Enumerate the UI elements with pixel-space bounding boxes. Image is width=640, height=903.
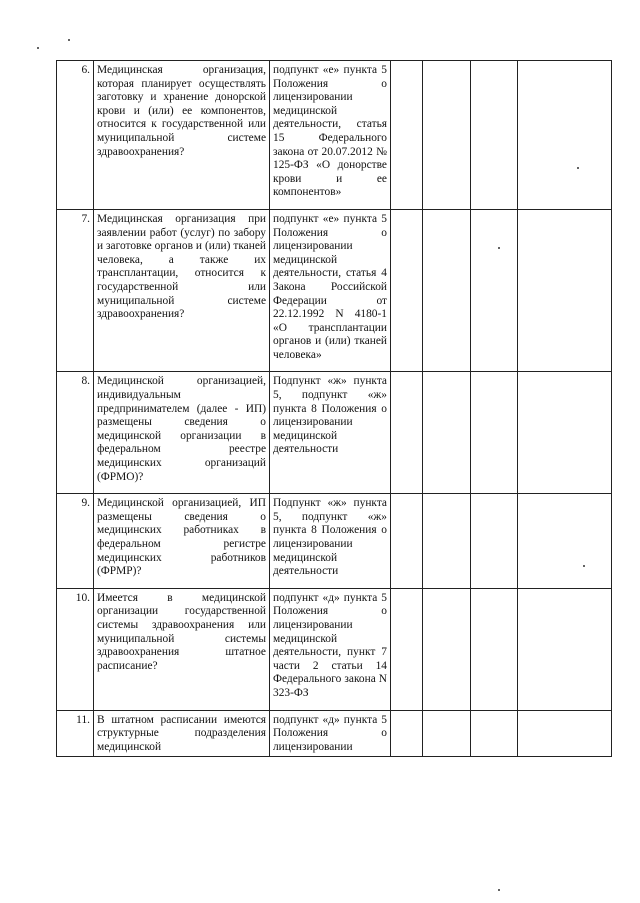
table-row xyxy=(57,372,612,494)
answer-no-cell[interactable] xyxy=(423,710,471,757)
row-number: 9. xyxy=(57,494,94,589)
row-number: 8. xyxy=(57,372,94,494)
table-row xyxy=(57,209,612,372)
reference-cell: Подпункт «ж» пункта 5, подпункт «ж» пункта 8 Положения о лицензировании медицинской деятельности xyxy=(270,494,391,589)
answer-na-cell[interactable] xyxy=(471,710,518,757)
answer-yes-cell[interactable] xyxy=(391,209,423,372)
answer-yes-cell[interactable] xyxy=(391,372,423,494)
question-cell: Медицинская организация при заявлении работ (услуг) по забору и заготовке органов и (или) тканей человека, а также их трансплантации, относится к государственной или муниципальной системе здравоохранения? xyxy=(94,209,270,372)
reference-cell: подпункт «е» пункта 5 Положения о лицензировании медицинской деятельности, статья 4 Закона Российской Федерации от 22.12.1992 N 4180-1 «О трансплантации органов и (или) тканей человека» xyxy=(270,209,391,372)
answer-na-cell[interactable] xyxy=(471,209,518,372)
note-cell[interactable] xyxy=(518,494,612,589)
row-number: 7. xyxy=(57,209,94,372)
answer-no-cell[interactable] xyxy=(423,61,471,210)
note-cell[interactable] xyxy=(518,588,612,710)
answer-yes-cell[interactable] xyxy=(391,61,423,210)
reference-cell: Подпункт «ж» пункта 5, подпункт «ж» пункта 8 Положения о лицензировании медицинской деятельности xyxy=(270,372,391,494)
row-number: 11. xyxy=(57,710,94,757)
reference-cell: подпункт «д» пункта 5 Положения о лицензировании медицинской деятельности, пункт 7 части 2 статьи 14 Федерального закона N 323-ФЗ xyxy=(270,588,391,710)
answer-na-cell[interactable] xyxy=(471,588,518,710)
question-cell: Медицинской организацией, индивидуальным предпринимателем (далее - ИП) размещены сведения о медицинской организации в федеральном реестре медицинских организаций (ФРМО)? xyxy=(94,372,270,494)
note-cell[interactable] xyxy=(518,710,612,757)
answer-na-cell[interactable] xyxy=(471,61,518,210)
question-cell: Медицинской организацией, ИП размещены сведения о медицинских работниках в федеральном регистре медицинских работников (ФРМР)? xyxy=(94,494,270,589)
question-cell: В штатном расписании имеются структурные подразделения медицинской xyxy=(94,710,270,757)
scan-speck-bottom xyxy=(498,889,500,891)
question-cell: Медицинская организация, которая планирует осуществлять заготовку и хранение донорской крови и (или) ее компонентов, относится к государственной или муниципальной системе здравоохранения? xyxy=(94,61,270,210)
answer-yes-cell[interactable] xyxy=(391,494,423,589)
answer-na-cell[interactable] xyxy=(471,372,518,494)
answer-no-cell[interactable] xyxy=(423,372,471,494)
row-number: 10. xyxy=(57,588,94,710)
answer-yes-cell[interactable] xyxy=(391,710,423,757)
reference-cell: подпункт «д» пункта 5 Положения о лицензировании xyxy=(270,710,391,757)
note-cell[interactable] xyxy=(518,61,612,210)
answer-no-cell[interactable] xyxy=(423,494,471,589)
answer-yes-cell[interactable] xyxy=(391,588,423,710)
table-row xyxy=(57,61,612,210)
scan-speck-left xyxy=(37,47,39,49)
answer-no-cell[interactable] xyxy=(423,588,471,710)
note-cell[interactable] xyxy=(518,209,612,372)
table-row xyxy=(57,494,612,589)
checklist-table xyxy=(56,60,612,757)
answer-no-cell[interactable] xyxy=(423,209,471,372)
reference-cell: подпункт «е» пункта 5 Положения о лицензировании медицинской деятельности, статья 15 Федерального закона от 20.07.2012 № 125-ФЗ «О донорстве крови и ее компонентов» xyxy=(270,61,391,210)
question-cell: Имеется в медицинской организации государственной системы здравоохранения или муниципальной системы здравоохранения штатное расписание? xyxy=(94,588,270,710)
table-row xyxy=(57,588,612,710)
table-row xyxy=(57,710,612,757)
note-cell[interactable] xyxy=(518,372,612,494)
row-number: 6. xyxy=(57,61,94,210)
answer-na-cell[interactable] xyxy=(471,494,518,589)
scan-speck-top xyxy=(68,39,70,41)
